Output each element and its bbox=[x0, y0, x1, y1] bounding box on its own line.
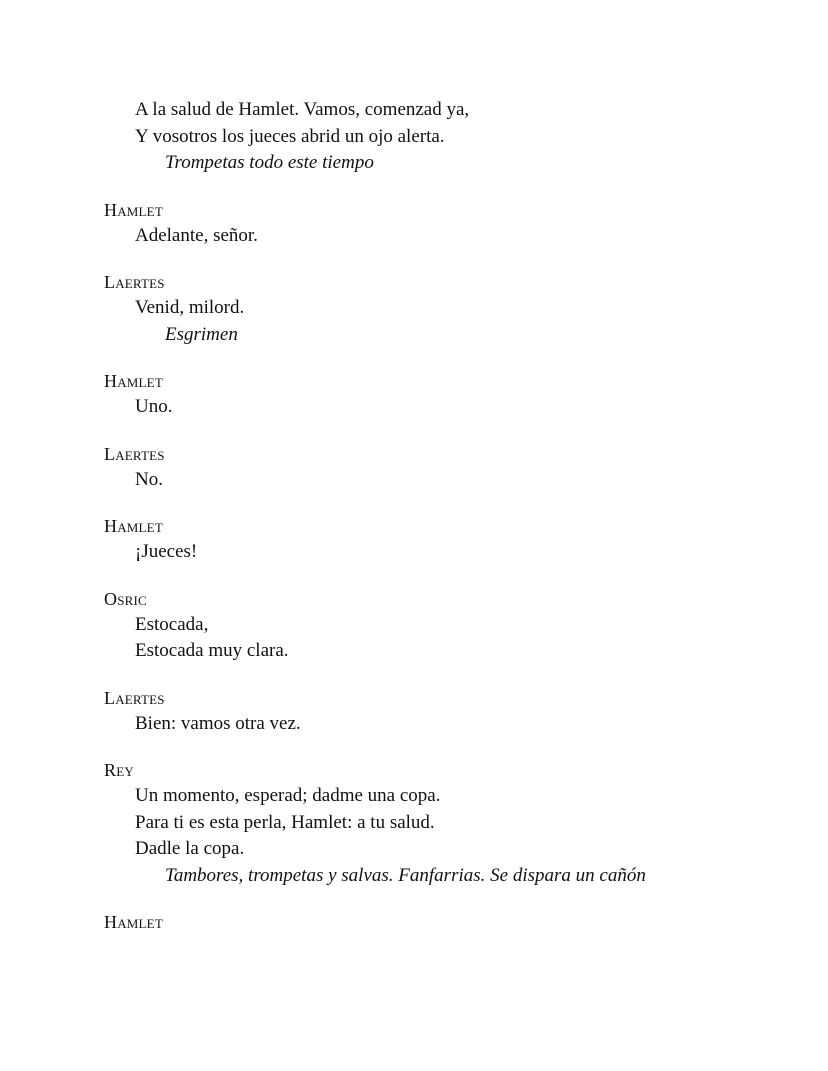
speech-continuation bbox=[104, 97, 804, 177]
speech-block bbox=[104, 368, 804, 421]
stage-direction: Tambores, trompetas y salvas. Fanfarrias. Se dispara un cañón bbox=[165, 864, 646, 886]
speaker-name: Laertes bbox=[104, 272, 165, 292]
speech-block bbox=[104, 586, 804, 665]
verse-line: Para ti es esta perla, Hamlet: a tu salud. bbox=[135, 811, 435, 833]
stage-direction: Trompetas todo este tiempo bbox=[165, 152, 374, 173]
speech-block bbox=[104, 513, 804, 566]
verse-line: ¡Jueces! bbox=[135, 541, 198, 562]
verse-line: A la salud de Hamlet. Vamos, comenzad ya, bbox=[135, 99, 470, 120]
speech-block bbox=[104, 685, 804, 738]
speaker-name: Laertes bbox=[104, 443, 165, 464]
speech-block bbox=[104, 909, 804, 935]
speaker-name: Hamlet bbox=[104, 199, 163, 220]
speech-block bbox=[104, 269, 804, 348]
speaker-name: Rey bbox=[104, 760, 134, 780]
speech-block bbox=[104, 441, 804, 494]
speaker-name: Laertes bbox=[104, 687, 165, 708]
verse-line: Y vosotros los jueces abrid un ojo alerta. bbox=[135, 125, 445, 147]
script-text bbox=[104, 97, 804, 935]
speaker-name: Hamlet bbox=[104, 371, 163, 391]
verse-line: Estocada, bbox=[135, 613, 209, 635]
speaker-name: Hamlet bbox=[104, 516, 163, 536]
speech-block bbox=[104, 197, 804, 250]
verse-line: No. bbox=[135, 468, 163, 490]
verse-line: Un momento, esperad; dadme una copa. bbox=[135, 785, 441, 806]
verse-line: Bien: vamos otra vez. bbox=[135, 712, 301, 734]
speech-block bbox=[104, 757, 804, 889]
stage-direction: Esgrimen bbox=[165, 323, 238, 345]
verse-line: Estocada muy clara. bbox=[135, 640, 289, 661]
speaker-name: Osric bbox=[104, 588, 147, 609]
verse-line: Dadle la copa. bbox=[135, 838, 245, 859]
speaker-name: Hamlet bbox=[104, 912, 163, 932]
verse-line: Adelante, señor. bbox=[135, 224, 258, 246]
verse-line: Venid, milord. bbox=[135, 297, 245, 318]
verse-line: Uno. bbox=[135, 396, 173, 417]
